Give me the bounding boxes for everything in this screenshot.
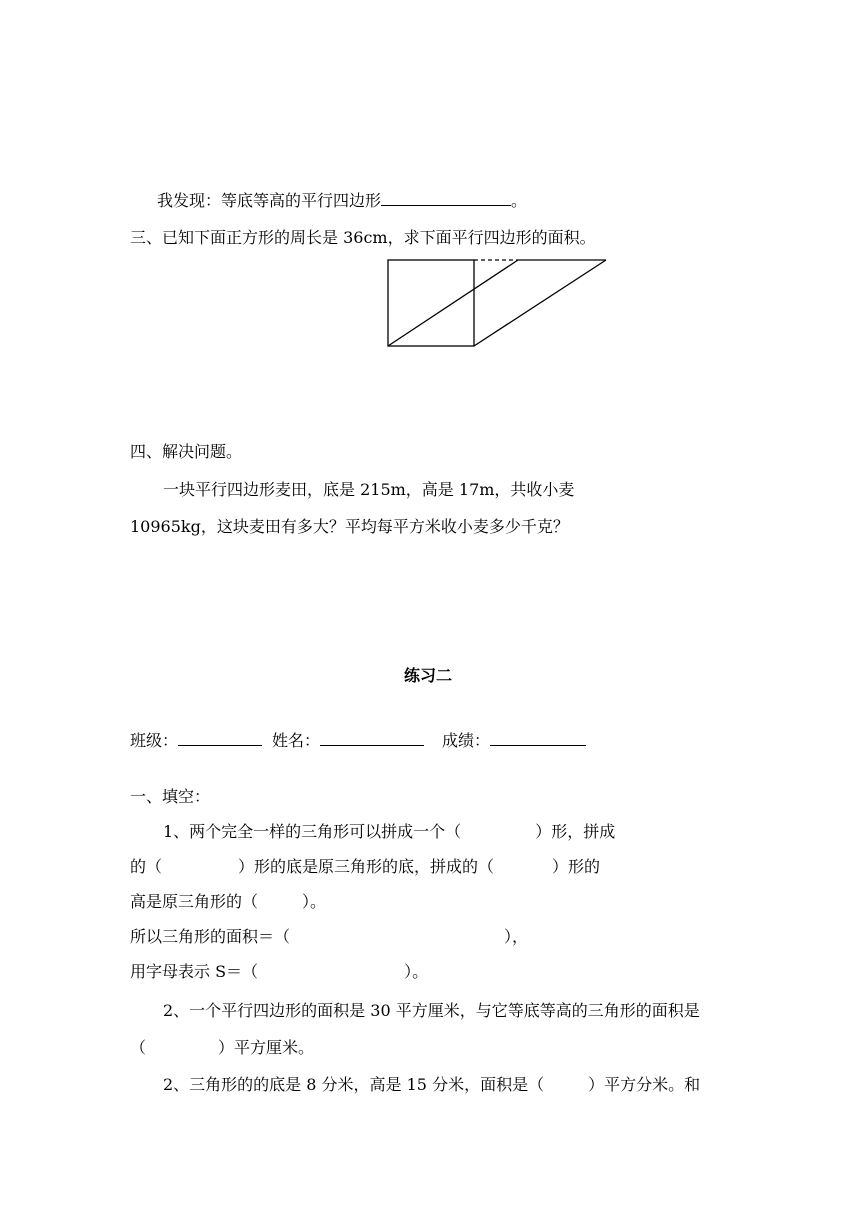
- q1-l3-text-a: 高是原三角形的（: [130, 892, 259, 911]
- q1-l4-text-b: ），: [504, 927, 529, 946]
- finding-line: [157, 189, 527, 211]
- finding-prefix: 我发现：等底等高的平行四边形: [157, 191, 382, 210]
- student-info-line: [130, 729, 586, 751]
- section3-heading: 三、已知下面正方形的周长是 36cm，求下面平行四边形的面积。: [130, 228, 596, 247]
- class-label: 班级：: [130, 731, 179, 750]
- q1-l2-text-c: ）形的: [552, 857, 601, 876]
- problem-line2: 10965kg，这块麦田有多大？平均每平方米收小麦多少千克？: [130, 517, 569, 536]
- q1-line3: [130, 892, 326, 912]
- q2-line2: [130, 1038, 314, 1058]
- q1-l2-text-a: 的（: [130, 857, 163, 876]
- q1-line2: [130, 857, 600, 877]
- square-shape: [388, 260, 474, 346]
- parallelogram-left-side: [388, 260, 518, 346]
- class-field[interactable]: [178, 729, 262, 746]
- q2-line1: 2、一个平行四边形的面积是 30 平方厘米，与它等底等高的三角形的面积是: [163, 1001, 700, 1020]
- problem-line1: 一块平行四边形麦田，底是 215m，高是 17m，共收小麦: [163, 480, 575, 499]
- q1-l5-text-a: 用字母表示 S＝（: [130, 962, 259, 981]
- q1-l3-text-b: ）。: [302, 892, 327, 911]
- parallelogram-right-side: [474, 260, 606, 346]
- finding-blank[interactable]: [381, 189, 511, 206]
- q1-l4-text-a: 所以三角形的面积＝（: [130, 927, 291, 946]
- name-field[interactable]: [320, 729, 424, 746]
- fill-heading: 一、填空：: [130, 787, 211, 806]
- score-label: 成绩：: [442, 731, 491, 750]
- q1-line5: [130, 962, 428, 982]
- q1-l2-text-b: ）形的底是原三角形的底，拼成的（: [238, 857, 495, 876]
- q1-text-a: 1、两个完全一样的三角形可以拼成一个（: [163, 822, 462, 841]
- q3-text-b: ）平方分米。和: [588, 1075, 701, 1094]
- q1-l5-text-b: ）。: [404, 962, 429, 981]
- q1-text-b: ）形，拼成: [535, 822, 616, 841]
- q2-text-b: ）平方厘米。: [218, 1038, 315, 1057]
- square-parallelogram-figure: [380, 252, 620, 352]
- q1-line4: [130, 927, 528, 947]
- q1-line1: [163, 822, 615, 842]
- finding-suffix: 。: [511, 191, 528, 210]
- q2-text-a: （: [130, 1038, 147, 1057]
- q3-line1: [163, 1075, 700, 1095]
- name-label: 姓名：: [272, 731, 321, 750]
- score-field[interactable]: [490, 729, 586, 746]
- exercise-title: 练习二: [404, 666, 453, 685]
- q3-text-a: 2、三角形的的底是 8 分米，高是 15 分米，面积是（: [163, 1075, 545, 1094]
- section4-heading: 四、解决问题。: [130, 442, 243, 461]
